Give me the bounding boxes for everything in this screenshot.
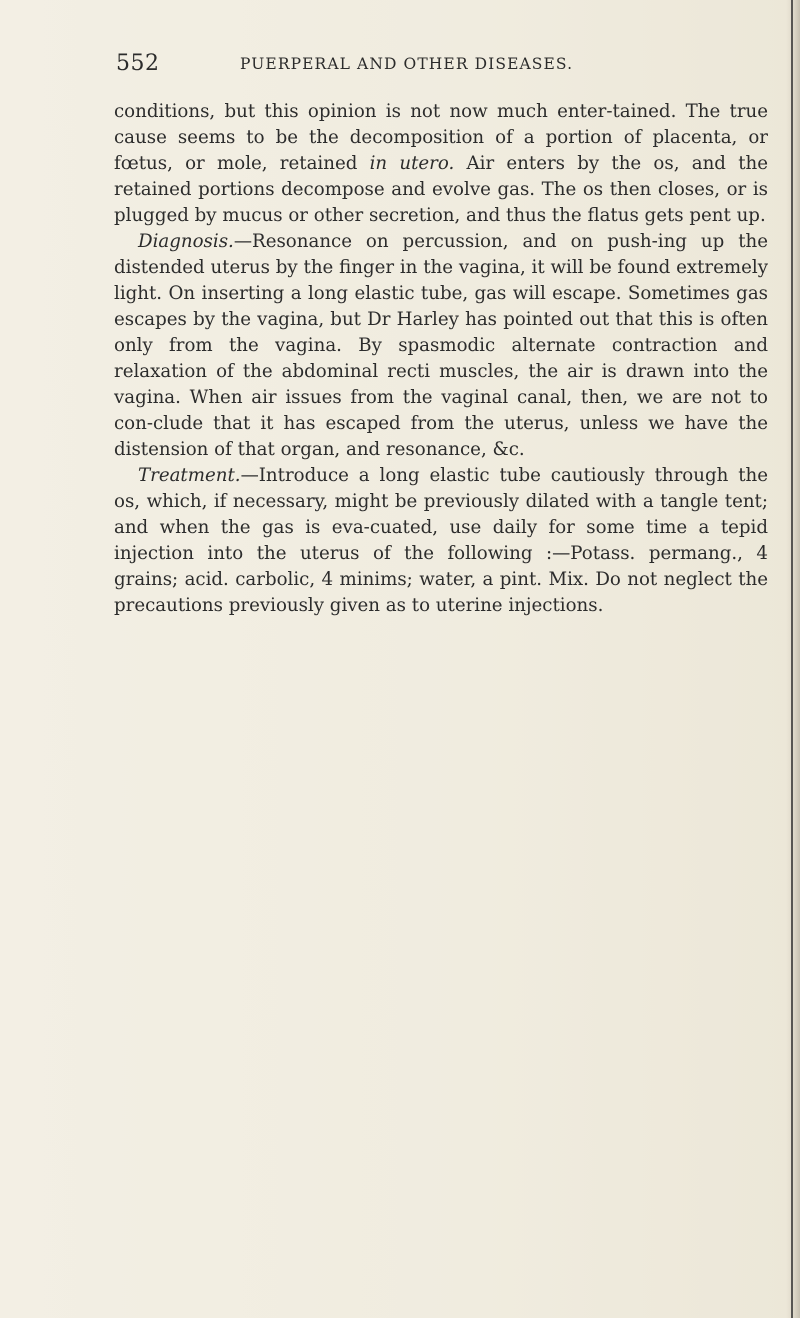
paragraph-text: conditions, but this opinion is not now much enter-tained. The true cause seems to be the decomposition of a portion of placenta, or fœtus, or mole, retained: [114, 101, 768, 174]
page-edge-shadow: [786, 0, 800, 1318]
running-title: PUERPERAL AND OTHER DISEASES.: [240, 55, 574, 73]
section-lead-treatment: Treatment.: [138, 465, 241, 486]
italic-term: in utero.: [369, 153, 455, 174]
paragraph-diagnosis: [114, 229, 768, 463]
body-text: [114, 99, 768, 619]
paragraph-text: —Introduce a long elastic tube cautiously through the os, which, if necessary, might be previously dilated with a tangle tent; and when the gas is eva-cuated, use daily for some time a tepid injection into the uterus of the following :—Potass. permang., 4 grains; acid. carbolic, 4 minims; water, a pint. Mix. Do not neglect the precautions previously given as to uterine injections.: [114, 465, 768, 616]
section-lead-diagnosis: Diagnosis.: [138, 231, 234, 252]
paragraph-text: —Resonance on percussion, and on push-ing up the distended uterus by the finger in the vagina, it will be found extremely light. On inserting a long elastic tube, gas will escape. Sometimes gas escapes by the vagina, but Dr Harley has pointed out that this is often only from the vagina. By spasmodic alternate contraction and relaxation of the abdominal recti muscles, the air is drawn into the vagina. When air issues from the vaginal canal, then, we are not to con-clude that it has escaped from the uterus, unless we have the distension of that organ, and resonance, &c.: [114, 231, 768, 460]
page-edge-line: [791, 0, 793, 1318]
page-header: [116, 51, 766, 81]
paragraph-conditions: [114, 99, 768, 229]
paragraph-treatment: [114, 463, 768, 619]
page-number: 552: [116, 51, 160, 76]
paragraph-text: Air enters by the os, and the retained portions decompose and evolve gas. The os then closes, or is plugged by mucus or other secretion, and thus the flatus gets pent up.: [114, 153, 768, 226]
